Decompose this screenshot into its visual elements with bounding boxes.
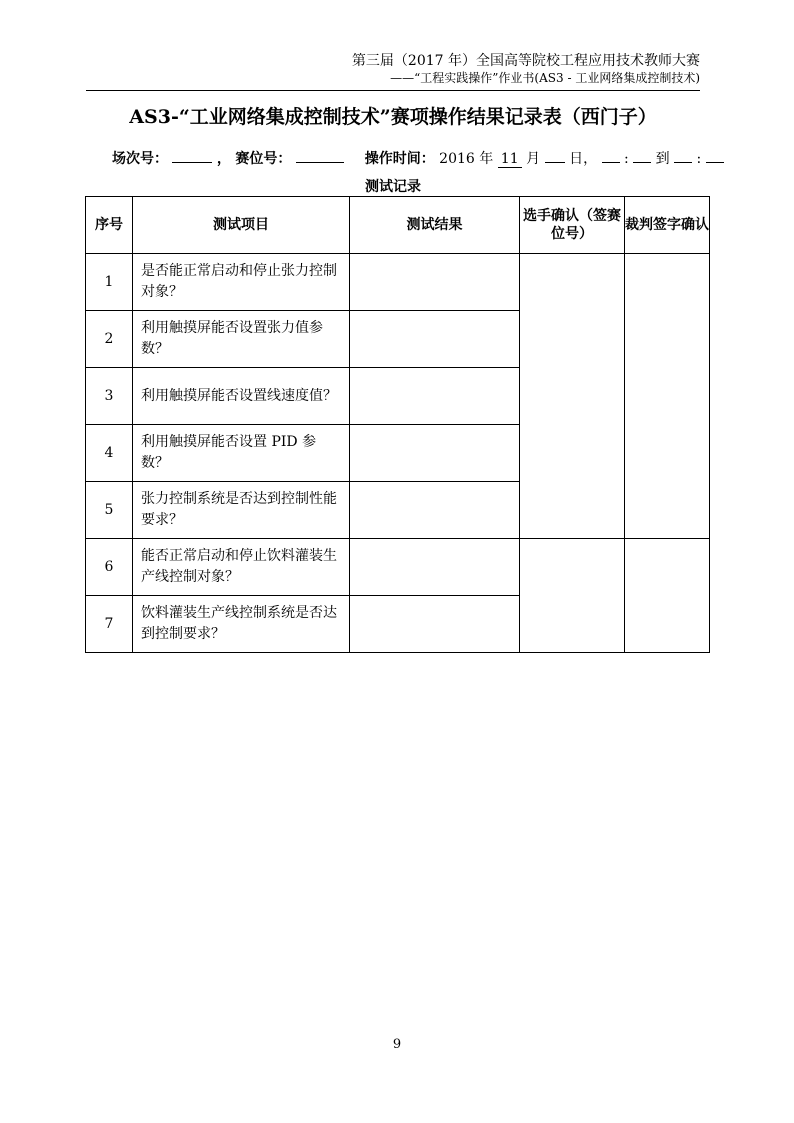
row-test-item: 利用触摸屏能否设置张力值参数？	[133, 311, 350, 368]
info-line	[112, 146, 724, 168]
start-hour-field[interactable]	[602, 146, 620, 163]
row-number: 2	[86, 311, 133, 368]
header-divider	[86, 90, 700, 91]
section-title: 测试记录	[365, 179, 421, 195]
col-seq-header: 序号	[86, 197, 133, 254]
row-test-item: 利用触摸屏能否设置线速度值？	[133, 368, 350, 425]
row-test-item: 是否能正常启动和停止张力控制对象？	[133, 254, 350, 311]
separator: ，	[216, 151, 231, 167]
col-item-header: 测试项目	[133, 197, 350, 254]
row-number: 1	[86, 254, 133, 311]
month-unit: 月	[526, 151, 541, 167]
row-result-cell[interactable]	[350, 425, 520, 482]
session-label: 场次号：	[112, 151, 168, 167]
year-text: 2016 年	[439, 151, 494, 167]
row-number: 7	[86, 596, 133, 653]
day-unit: 日，	[569, 151, 598, 167]
row-result-cell[interactable]	[350, 311, 520, 368]
col-judge-header: 裁判签字确认	[625, 197, 710, 254]
contestant-confirm-cell-group1[interactable]	[520, 254, 625, 539]
row-test-item: 张力控制系统是否达到控制性能要求？	[133, 482, 350, 539]
time-colon-2: :	[696, 151, 702, 167]
header-competition-title: 第三届（2017 年）全国高等院校工程应用技术教师大赛	[351, 53, 700, 69]
judge-sign-cell-group1[interactable]	[625, 254, 710, 539]
record-table	[85, 196, 710, 653]
row-result-cell[interactable]	[350, 539, 520, 596]
row-test-item: 能否正常启动和停止饮料灌装生产线控制对象？	[133, 539, 350, 596]
page-title: AS3-“工业网络集成控制技术”赛项操作结果记录表（西门子）	[129, 106, 657, 128]
col-result-header: 测试结果	[350, 197, 520, 254]
row-number: 6	[86, 539, 133, 596]
end-minute-field[interactable]	[706, 146, 724, 163]
to-text: 到	[655, 151, 670, 167]
page-header	[352, 52, 700, 86]
row-result-cell[interactable]	[350, 482, 520, 539]
row-test-item: 饮料灌装生产线控制系统是否达到控制要求？	[133, 596, 350, 653]
table-header-row	[86, 197, 710, 254]
row-test-item: 利用触摸屏能否设置 PID 参数？	[133, 425, 350, 482]
session-field[interactable]	[172, 146, 212, 163]
row-number: 5	[86, 482, 133, 539]
time-label: 操作时间：	[364, 151, 435, 167]
page-number: 9	[392, 1037, 402, 1052]
row-result-cell[interactable]	[350, 596, 520, 653]
row-result-cell[interactable]	[350, 368, 520, 425]
header-subtitle: ——“工程实践操作”作业书(AS3 - 工业网络集成控制技术)	[390, 71, 700, 85]
table-row	[86, 539, 710, 596]
start-minute-field[interactable]	[633, 146, 651, 163]
day-field[interactable]	[545, 146, 565, 163]
seat-label: 赛位号：	[235, 151, 292, 167]
time-colon-1: :	[623, 151, 629, 167]
end-hour-field[interactable]	[674, 146, 692, 163]
col-confirm-header: 选手确认（签赛位号）	[520, 197, 625, 254]
row-result-cell[interactable]	[350, 254, 520, 311]
month-field[interactable]: 11	[498, 151, 522, 168]
seat-field[interactable]	[296, 146, 344, 163]
row-number: 3	[86, 368, 133, 425]
contestant-confirm-cell-group2[interactable]	[520, 539, 625, 653]
judge-sign-cell-group2[interactable]	[625, 539, 710, 653]
row-number: 4	[86, 425, 133, 482]
table-row	[86, 254, 710, 311]
